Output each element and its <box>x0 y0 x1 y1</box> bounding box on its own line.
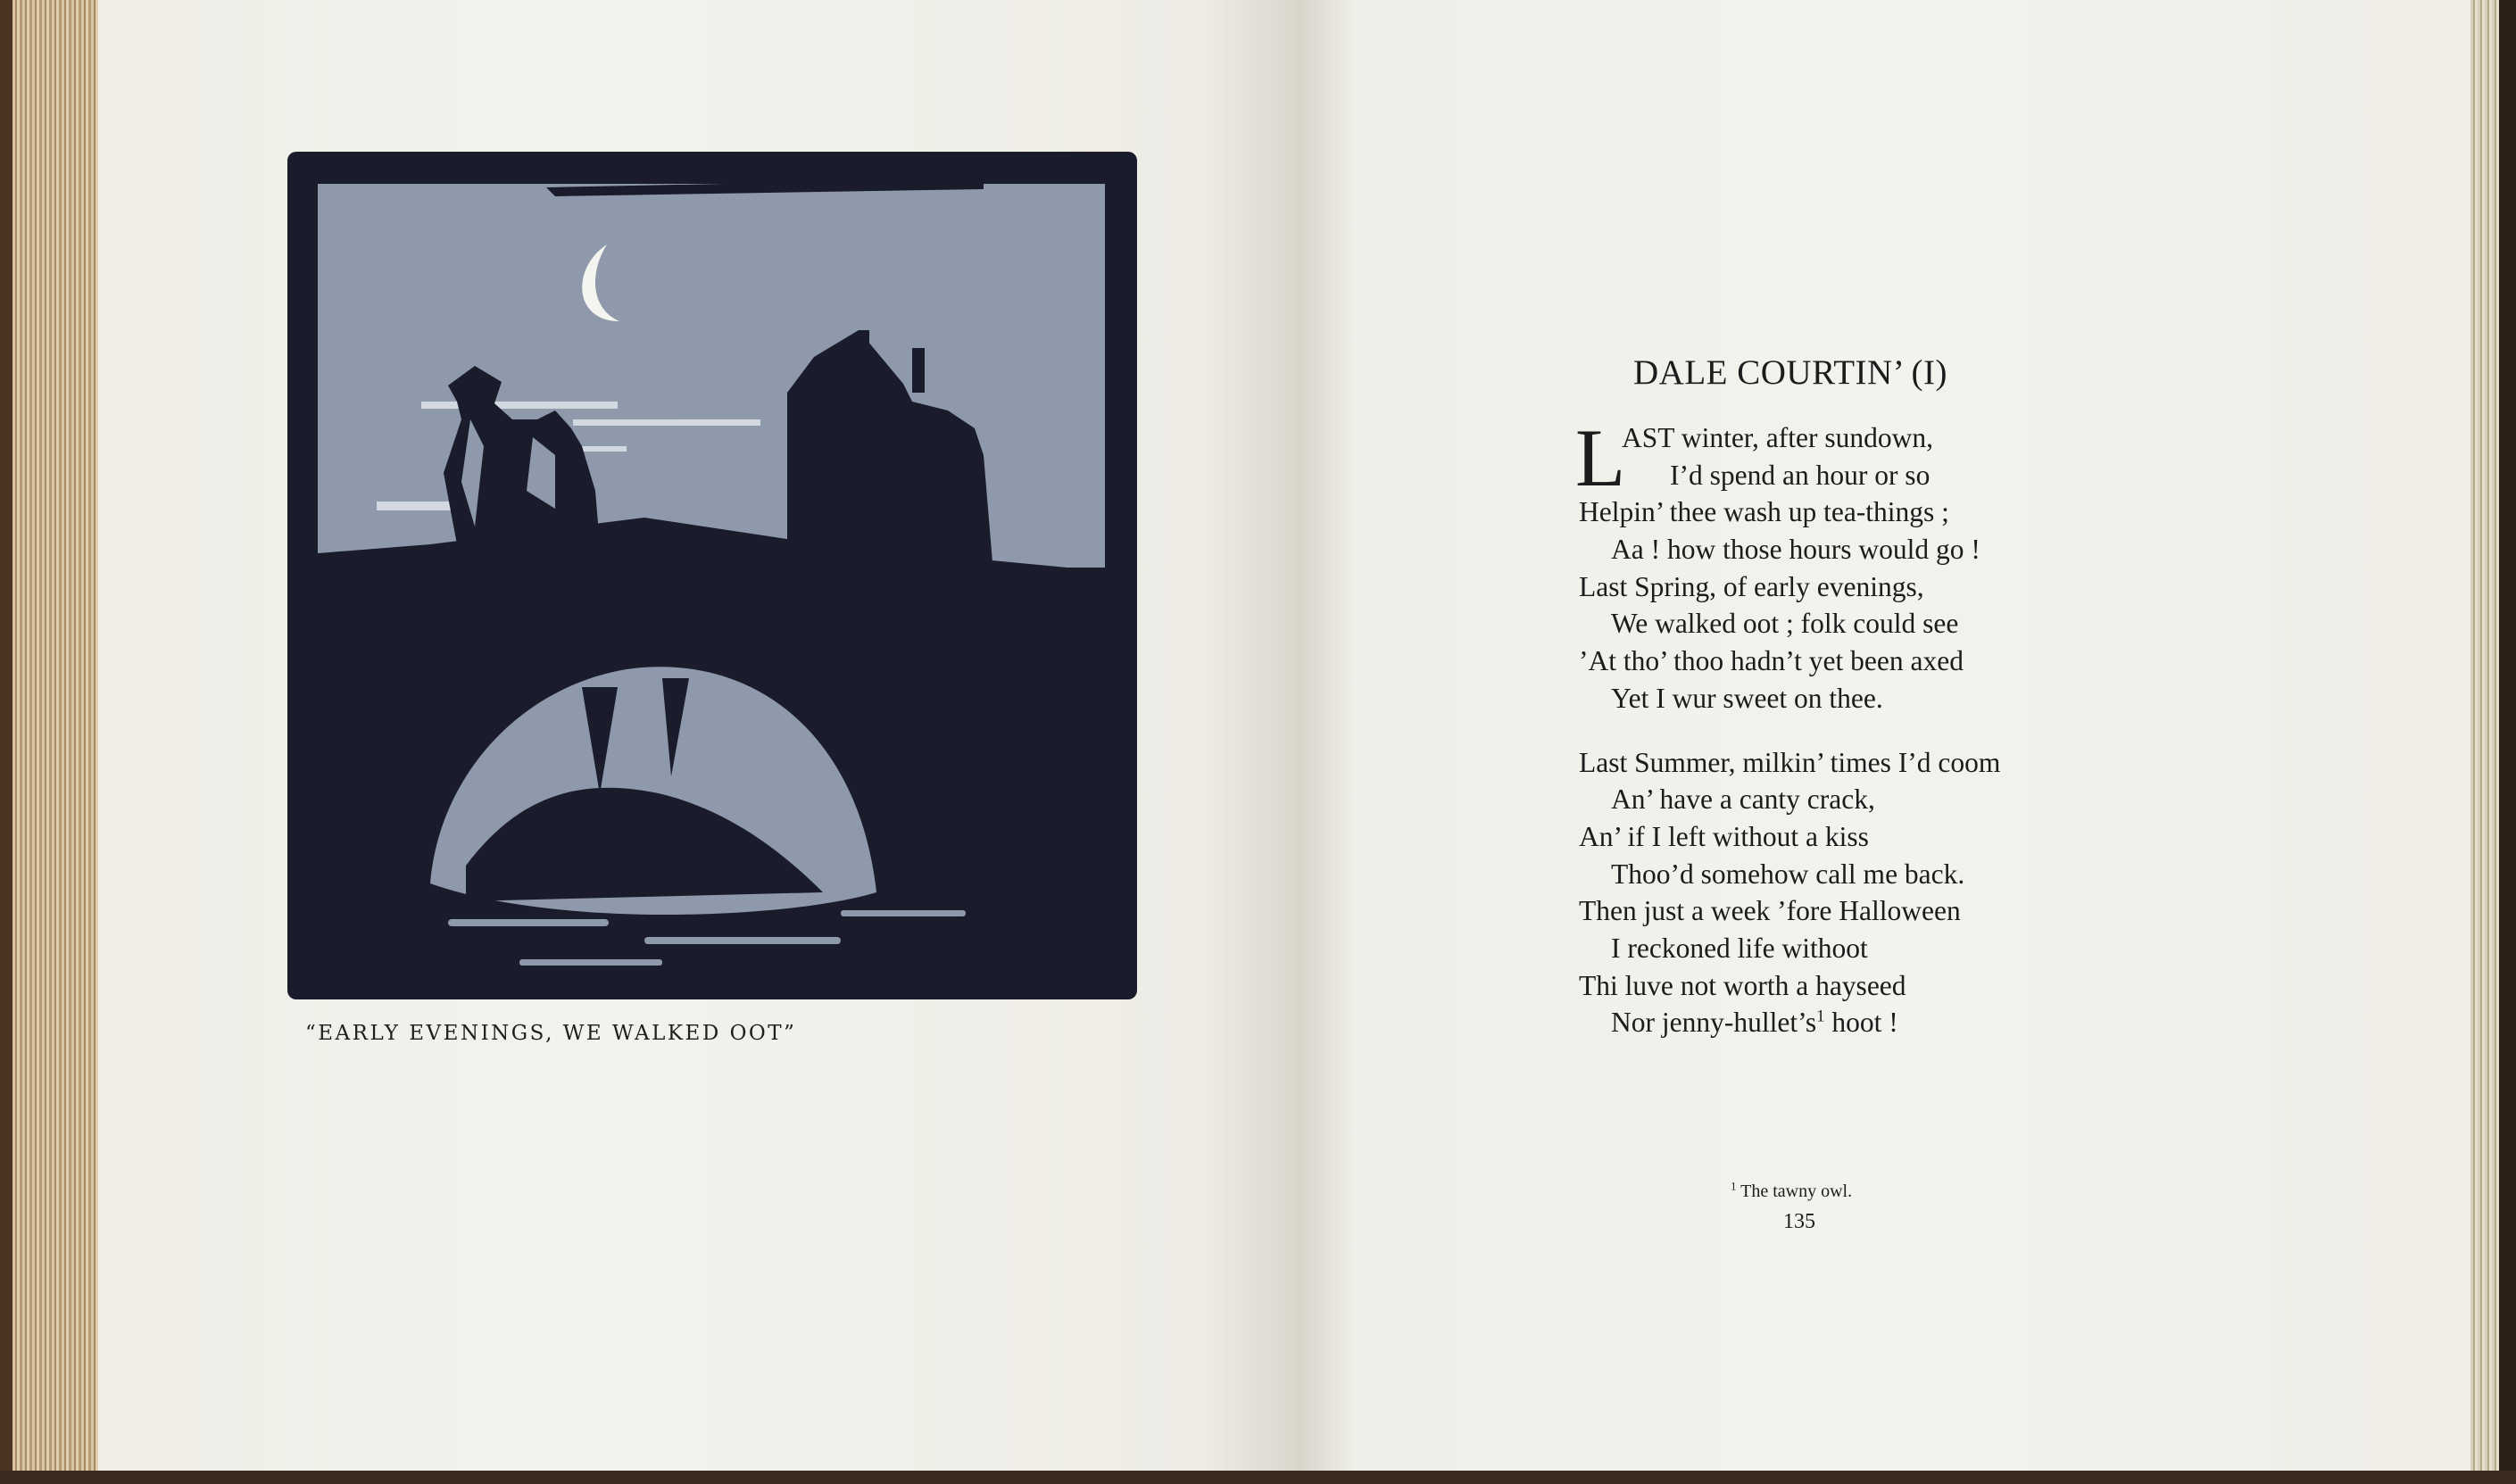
book-cover-edge-left <box>0 0 12 1484</box>
footnote-text: The tawny owl. <box>1736 1181 1853 1201</box>
book-bottom-edge <box>0 1471 2516 1484</box>
footnote <box>1731 1181 1852 1202</box>
poem-line: Then just a week ’fore Halloween <box>1579 895 1961 927</box>
woodcut-illustration <box>287 152 1137 999</box>
poem-line-text: Nor jenny-hullet’s <box>1611 1007 1817 1039</box>
poem-line: Last Summer, milkin’ times I’d coom <box>1579 746 2001 778</box>
poem-line: Helpin’ thee wash up tea-things ; <box>1579 496 1949 528</box>
page-number: 135 <box>1783 1210 1815 1233</box>
poem-title: DALE COURTIN’ (I) <box>1633 353 1948 392</box>
footnote-mark: 1 <box>1731 1179 1737 1193</box>
left-page-edges <box>0 0 107 1484</box>
illustration-caption: “EARLY EVENINGS, WE WALKED OOT” <box>305 1022 797 1045</box>
drop-cap: L <box>1575 412 1626 503</box>
footnote-reference: 1 <box>1816 1007 1825 1026</box>
poem-line: Aa ! how those hours would go ! <box>1611 534 1980 566</box>
poem-line-last <box>1579 1004 2000 1041</box>
poem-line: Yet I wur sweet on thee. <box>1611 682 1883 714</box>
poem-line: Thi luve not worth a hayseed <box>1579 969 1906 1001</box>
poem-line: Last Spring, of early evenings, <box>1579 570 1924 602</box>
book-cover-edge-right <box>2499 0 2516 1484</box>
poem-line: An’ if I left without a kiss <box>1579 820 1869 852</box>
poem-line: AST winter, after sundown, <box>1622 422 1933 453</box>
poem-line: An’ have a canty crack, <box>1611 783 1875 816</box>
poem-line: Thoo’d somehow call me back. <box>1611 858 1965 890</box>
poem-body <box>1575 412 2001 1041</box>
poem-line: I reckoned life withoot <box>1611 932 1868 964</box>
poem-line: I’d spend an hour or so <box>1670 459 1931 491</box>
poem-line: ’At tho’ thoo hadn’t yet been axed <box>1579 645 1964 677</box>
poem-line: We walked oot ; folk could see <box>1611 608 1959 640</box>
poem-line-end: hoot ! <box>1824 1007 1898 1039</box>
stanza-2 <box>1579 744 2000 1042</box>
stanza-1 <box>1579 419 2000 717</box>
